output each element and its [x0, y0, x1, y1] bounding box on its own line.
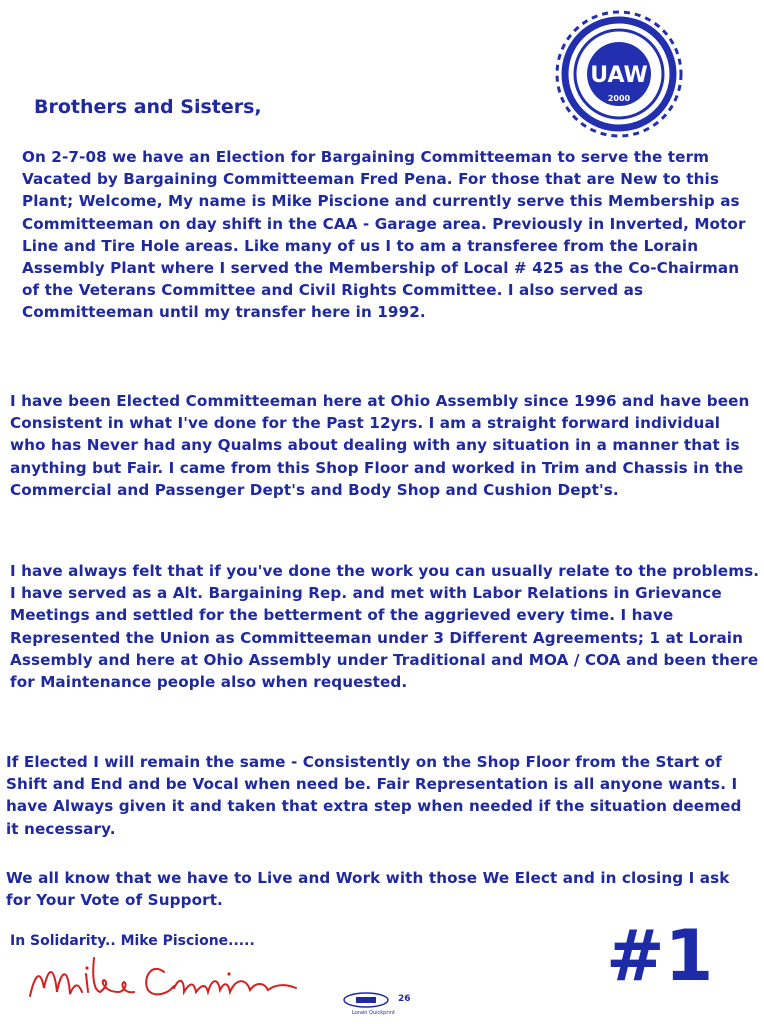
logo-uaw-text: UAW	[590, 63, 648, 88]
print-job-number: 26	[398, 994, 411, 1004]
uaw-local-2000-logo	[553, 8, 685, 140]
paragraph-vote-request: We all know that we have to Live and Work with those We Elect and in closing I ask for Your Vote of Support.	[6, 869, 730, 910]
paragraph-experience: I have been Elected Committeeman here at Ohio Assembly since 1996 and have been Consistent in what I've done for the Past 12yrs. I am a straight forward individual who has Never had any Qualms about dealing with any situation in a manner that is anything but Fair. I came from this Shop Floor and worked in Trim and Chassis in the Commercial and Passenger Dept's and Body Shop and Cushion Dept's.	[10, 392, 750, 499]
ballot-number: #1	[606, 915, 714, 997]
handwritten-signature	[24, 948, 324, 1008]
greeting: Brothers and Sisters,	[34, 96, 262, 118]
closing-line: In Solidarity.. Mike Piscione.....	[10, 933, 255, 949]
paragraph-commitment: If Elected I will remain the same - Consistently on the Shop Floor from the Start of Shift and End and be Vocal when need be. Fair Representation is all anyone wants. I have Always given it and taken that extra step when needed if the situation deemed it necessary.	[6, 753, 742, 838]
printer-caption: Lorain Quickprint	[352, 1010, 395, 1016]
logo-local-text: LOCAL	[602, 46, 636, 56]
paragraph-representation: I have always felt that if you've done the work you can usually relate to the problems. I have served as a Alt. Bargaining Rep. and met with Labor Relations in Grievance Meetings and settled for the betterment of the aggrieved every time. I have Represented the Union as Committeeman under 3 Different Agreements; 1 at Lorain Assembly and here at Ohio Assembly under Traditional and MOA / COA and been there for Maintenance people also when requested.	[10, 562, 760, 692]
logo-number-text: 2000	[607, 94, 631, 103]
paragraph-introduction: On 2-7-08 we have an Election for Bargaining Committeeman to serve the term Vacated by Bargaining Committeeman Fred Pena. For those that are New to this Plant; Welcome, My name is Mike Piscione and currently serve this Membership as Committeeman on day shift in the CAA - Garage area. Previously in Inverted, Motor Line and Tire Hole areas. Like many of us I to am a transferee from the Lorain Assembly Plant where I served the Membership of Local # 425 as the Co-Chairman of the Veterans Committee and Civil Rights Committee. I also served as Committeeman until my transfer here in 1992.	[22, 148, 746, 322]
